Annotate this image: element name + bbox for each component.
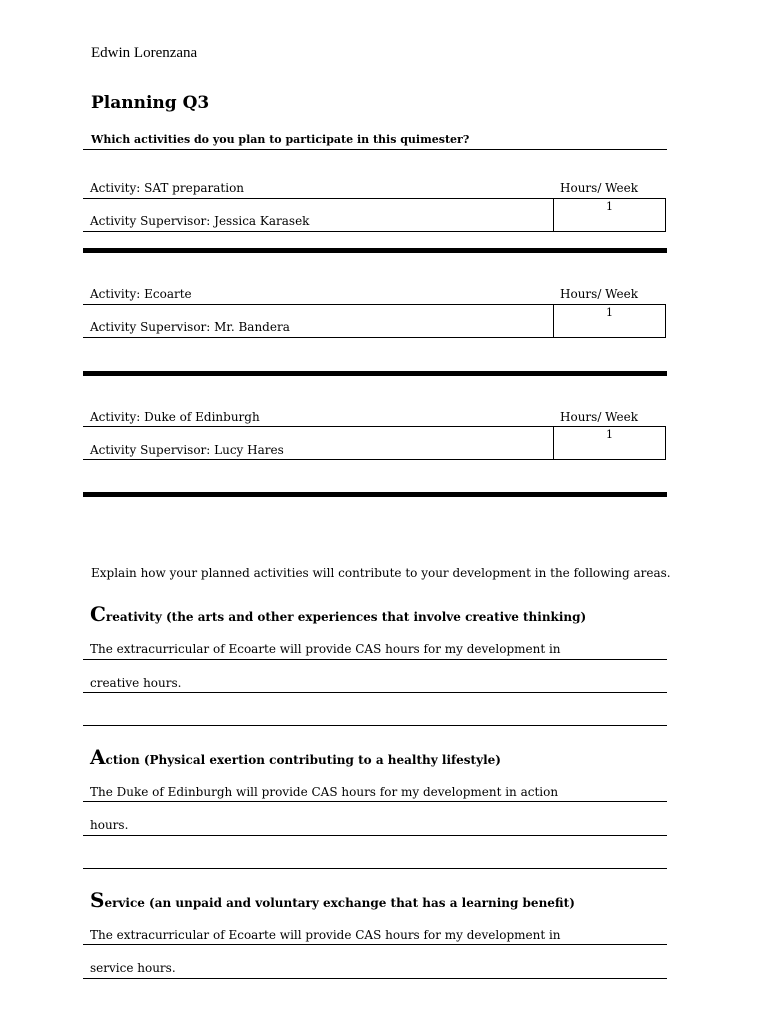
activity-supervisor: Activity Supervisor: Lucy Hares [90, 443, 284, 457]
block-separator [83, 371, 667, 376]
answer-line-2[interactable]: hours. [90, 818, 129, 832]
activity-name: Activity: Duke of Edinburgh [90, 410, 260, 424]
activity-supervisor: Activity Supervisor: Mr. Bandera [90, 320, 290, 334]
section-title [90, 745, 501, 769]
hours-label: Hours/ Week [560, 181, 638, 195]
section-initial: C [90, 602, 106, 626]
block-separator [83, 492, 667, 497]
answer-underline [83, 944, 667, 945]
hours-field[interactable] [553, 304, 666, 338]
answer-underline [83, 725, 667, 726]
activity-divider [83, 198, 553, 199]
answer-underline [83, 659, 667, 660]
answer-line-1[interactable]: The extracurricular of Ecoarte will provide CAS hours for my development in [90, 928, 561, 942]
section-title [90, 888, 575, 912]
supervisor-underline [83, 231, 553, 232]
hours-value: 1 [606, 428, 613, 441]
answer-line-2[interactable]: service hours. [90, 961, 176, 975]
hours-value: 1 [606, 200, 613, 213]
activities-question: Which activities do you plan to participate in this quimester? [91, 133, 470, 146]
activity-divider [83, 304, 553, 305]
page-title: Planning Q3 [91, 93, 210, 113]
section-heading: ervice (an unpaid and voluntary exchange that has a learning benefit) [104, 896, 575, 910]
author-name: Edwin Lorenzana [91, 45, 198, 61]
activity-name: Activity: SAT preparation [90, 181, 245, 195]
answer-line-1[interactable]: The extracurricular of Ecoarte will provide CAS hours for my development in [90, 642, 561, 656]
block-separator [83, 248, 667, 253]
section-heading: reativity (the arts and other experiences that involve creative thinking) [105, 610, 587, 624]
answer-underline [83, 692, 667, 693]
supervisor-underline [83, 459, 553, 460]
supervisor-underline [83, 337, 553, 338]
activity-divider [83, 426, 553, 427]
section-title [90, 602, 586, 626]
hours-value: 1 [606, 306, 613, 319]
explain-instruction: Explain how your planned activities will contribute to your development in the following areas. [91, 566, 671, 580]
activity-supervisor: Activity Supervisor: Jessica Karasek [90, 214, 310, 228]
answer-underline [83, 801, 667, 802]
answer-underline [83, 978, 667, 979]
section-initial: S [90, 888, 105, 912]
question-underline [83, 149, 667, 150]
answer-line-2[interactable]: creative hours. [90, 676, 182, 690]
answer-underline [83, 868, 667, 869]
answer-line-1[interactable]: The Duke of Edinburgh will provide CAS hours for my development in action [90, 785, 559, 799]
section-heading: ction (Physical exertion contributing to a healthy lifestyle) [105, 753, 501, 767]
hours-label: Hours/ Week [560, 287, 638, 301]
hours-field[interactable] [553, 426, 666, 460]
section-initial: A [90, 745, 106, 769]
activity-name: Activity: Ecoarte [90, 287, 192, 301]
hours-field[interactable] [553, 198, 666, 232]
answer-underline [83, 835, 667, 836]
hours-label: Hours/ Week [560, 410, 638, 424]
